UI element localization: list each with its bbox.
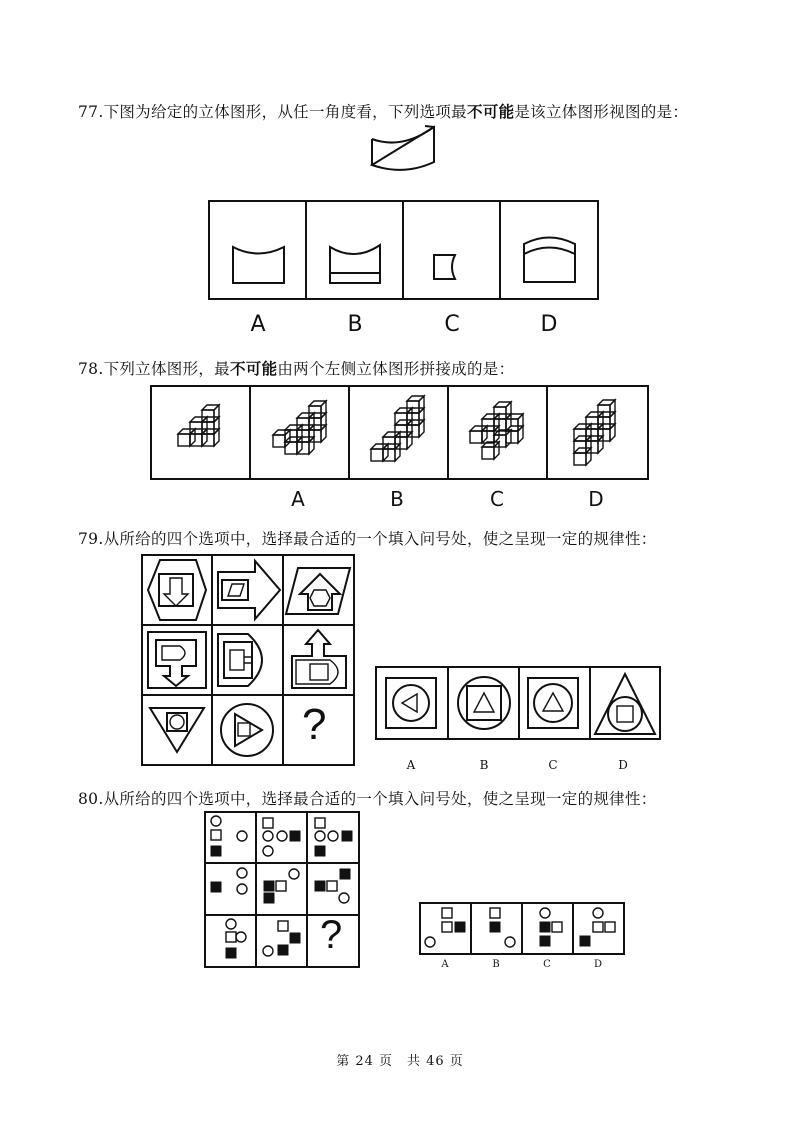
q79-label-a[interactable]: A (406, 758, 416, 772)
q80-label-b[interactable]: B (492, 959, 500, 970)
question-77-text: 77.下图为给定的立体图形，从任一角度看，下列选项最不可能是该立体图形视图的是： (78, 102, 689, 121)
q79-label-c[interactable]: C (548, 758, 558, 772)
question-number: 78. (78, 360, 104, 378)
q80-option-d-shape (580, 908, 615, 946)
question-80-text: 80.从所给的四个选项中，选择最合适的一个填入问号处，使之呈现一定的规律性： (78, 790, 657, 808)
q80-label-d[interactable]: D (593, 959, 603, 970)
question-78-text: 78.下列立体图形，最不可能由两个左侧立体图形拼接成的是： (78, 359, 515, 378)
q80-option-a-shape (425, 908, 465, 947)
q78-label-d[interactable]: D (588, 487, 604, 511)
q78-label-c[interactable]: C (490, 487, 504, 511)
q80-label-a[interactable]: A (441, 959, 449, 970)
question-79-text: 79.从所给的四个选项中，选择最合适的一个填入问号处，使之呈现一定的规律性： (78, 530, 657, 548)
q78-label-b[interactable]: B (390, 487, 404, 511)
question-number: 77. (78, 103, 104, 121)
question-number: 80. (78, 790, 104, 808)
q79-question-mark: ? (302, 700, 327, 749)
emphasis-text: 不可能 (466, 102, 515, 121)
q77-label-a[interactable]: A (250, 312, 266, 337)
q80-question-mark: ? (320, 913, 343, 957)
page-footer: 第 24 页 共 46 页 (336, 1054, 464, 1069)
q79-label-b[interactable]: B (479, 758, 489, 772)
q80-option-b-shape (490, 908, 515, 947)
q77-label-c[interactable]: C (444, 312, 460, 337)
question-number: 79. (78, 530, 104, 548)
q79-label-d[interactable]: D (618, 758, 628, 772)
q77-label-b[interactable]: B (347, 312, 363, 337)
q78-label-a[interactable]: A (291, 487, 305, 511)
q80-label-c[interactable]: C (543, 959, 551, 970)
emphasis-text: 不可能 (229, 359, 278, 378)
q77-label-d[interactable]: D (540, 312, 558, 337)
q80-option-c-shape (540, 908, 562, 946)
